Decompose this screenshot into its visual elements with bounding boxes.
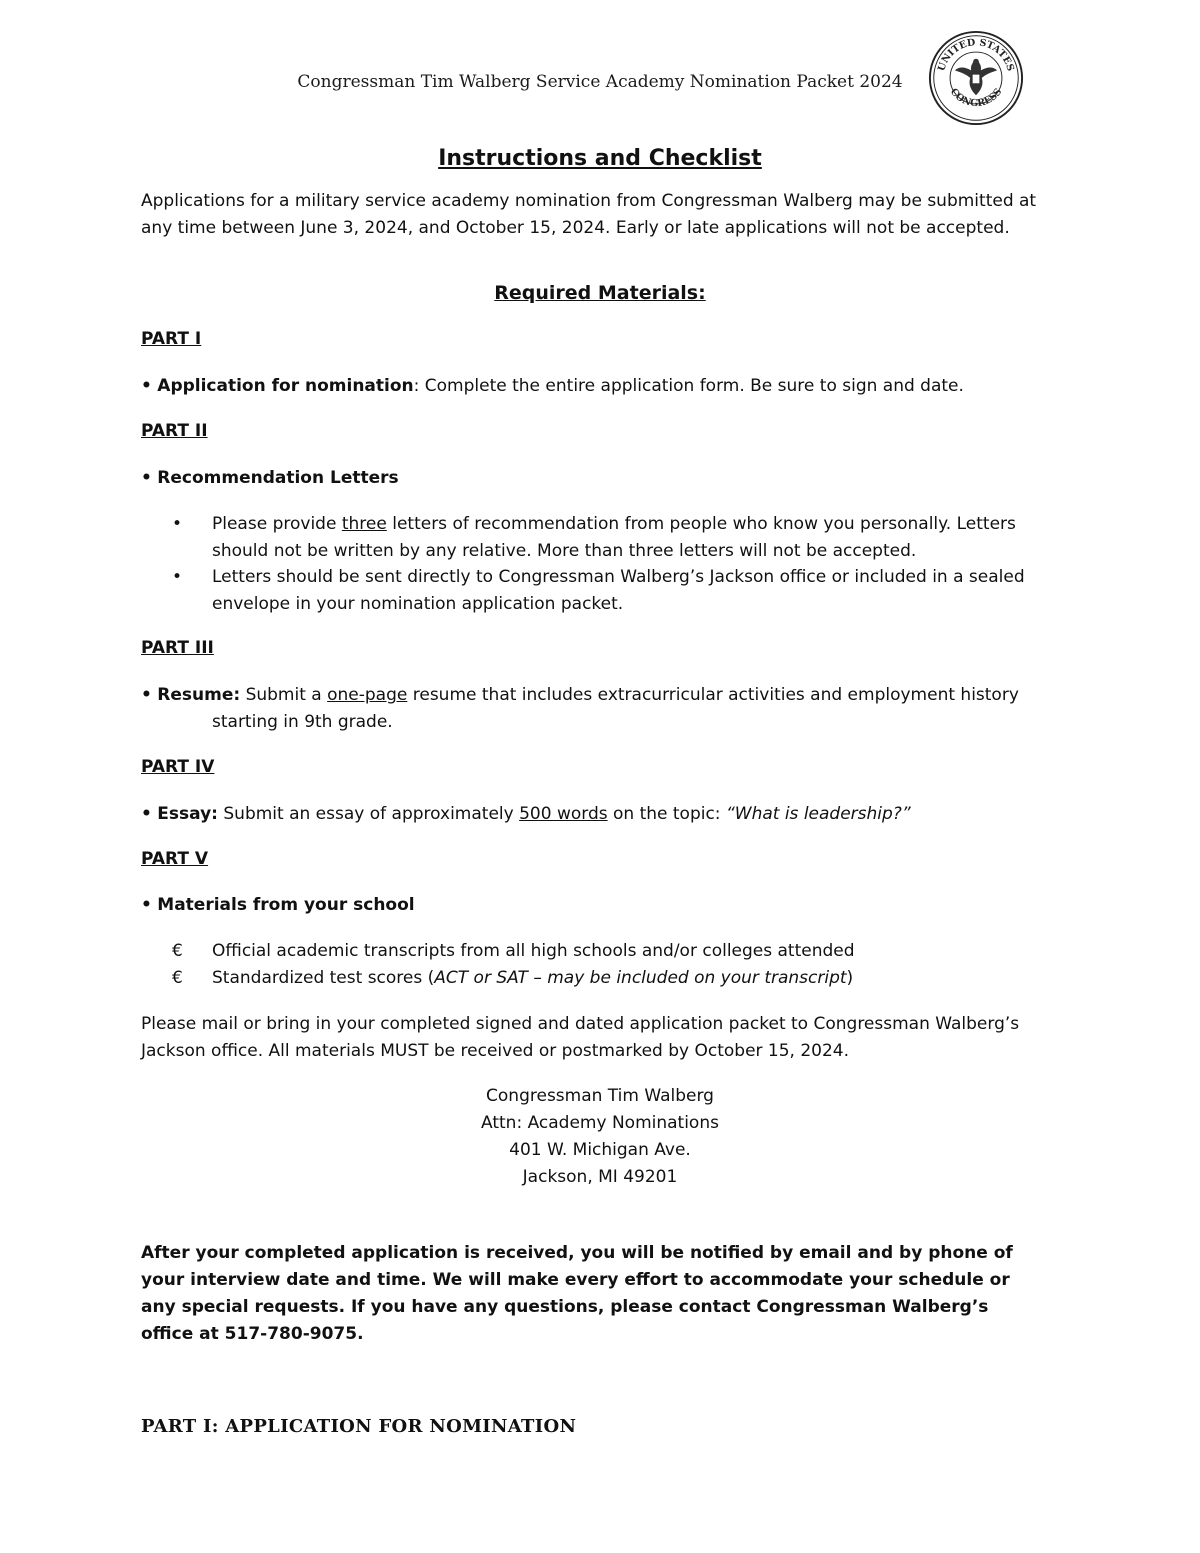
address-line: Jackson, MI 49201: [522, 1167, 678, 1187]
svg-text:CONGRESS: CONGRESS: [947, 86, 1005, 110]
mail-instructions: Please mail or bring in your completed signed and dated application packet to Congressman Walberg’s Jackson office. All materials MUST be received or postmarked by October 15, 2024.: [141, 1014, 1020, 1061]
part-5-sub-item-text: Standardized test scores (ACT or SAT – may be included on your transcript): [212, 968, 854, 988]
bullet-icon: •: [141, 895, 152, 915]
part-4-item: • Essay: Submit an essay of approximately 500 words on the topic: “What is leadership?”: [141, 804, 911, 824]
bullet-icon: •: [172, 567, 183, 587]
part-5-sub-item: [172, 938, 1072, 965]
intro-paragraph: Applications for a military service academy nomination from Congressman Walberg may be submitted at any time between June 3, 2024, and October 15, 2024. Early or late applications will not be accepted.: [141, 191, 1037, 238]
interview-notice: After your completed application is received, you will be notified by email and by phone of your interview date and time. We will make every effort to accommodate your schedule or any special requests. If you have any questions, please contact Congressman Walberg’s office at 517-780-9075.: [141, 1243, 1013, 1344]
page-header: Congressman Tim Walberg Service Academy Nomination Packet 2024: [297, 72, 903, 92]
bullet-icon: •: [141, 468, 152, 488]
section-heading: PART I: APPLICATION FOR NOMINATION: [141, 1416, 577, 1437]
part-2-sub-item: [172, 564, 1072, 618]
congress-seal-logo: [928, 30, 1024, 126]
address-line: Attn: Academy Nominations: [481, 1113, 719, 1133]
part-4-item-title: Essay:: [157, 804, 218, 824]
part-4-label: PART IV: [141, 757, 215, 777]
euro-marker-icon: €: [172, 941, 183, 961]
part-2-label: PART II: [141, 421, 208, 441]
svg-text:UNITED STATES: UNITED STATES: [936, 37, 1016, 73]
part-2-sub-item: [172, 511, 1072, 565]
page-title: Instructions and Checklist: [438, 146, 762, 171]
bullet-icon: •: [141, 685, 152, 705]
part-2-item-title: Recommendation Letters: [157, 468, 399, 488]
part-3-item: • Resume: Submit a one-page resume that includes extracurricular activities and employment history: [141, 685, 1019, 705]
part-5-sub-item-text: Official academic transcripts from all high schools and/or colleges attended: [212, 941, 855, 961]
part-1-item: [141, 373, 1071, 400]
part-1-item-text: : Complete the entire application form. Be sure to sign and date.: [413, 376, 964, 396]
bullet-icon: •: [141, 376, 152, 396]
part-1-item-title: Application for nomination: [157, 376, 414, 396]
part-5-item-title: Materials from your school: [157, 895, 415, 915]
required-materials-text: Required Materials:: [494, 282, 706, 304]
part-5-item: [141, 892, 1071, 919]
required-materials-heading: [0, 280, 1200, 308]
address-block: [0, 1083, 1200, 1191]
euro-marker-icon: €: [172, 968, 183, 988]
part-1-label: PART I: [141, 329, 202, 349]
bullet-icon: •: [141, 804, 152, 824]
address-line: Congressman Tim Walberg: [486, 1086, 714, 1106]
part-5-sub-item: [172, 965, 1072, 992]
part-3-label: PART III: [141, 638, 214, 658]
part-3-item-title: Resume:: [157, 685, 241, 705]
part-2-item: [141, 465, 1071, 492]
address-line: 401 W. Michigan Ave.: [509, 1140, 691, 1160]
bullet-icon: •: [172, 514, 183, 534]
part-5-label: PART V: [141, 849, 209, 869]
part-2-sub-item-text: Letters should be sent directly to Congressman Walberg’s Jackson office or included in a sealed envelope in your nomination application packet.: [212, 567, 1025, 614]
part-3-item-continued: starting in 9th grade.: [212, 712, 393, 732]
part-2-sub-item-text: Please provide three letters of recommendation from people who know you personally. Letters should not be written by any relative. More than three letters will not be accepted.: [212, 514, 1016, 561]
